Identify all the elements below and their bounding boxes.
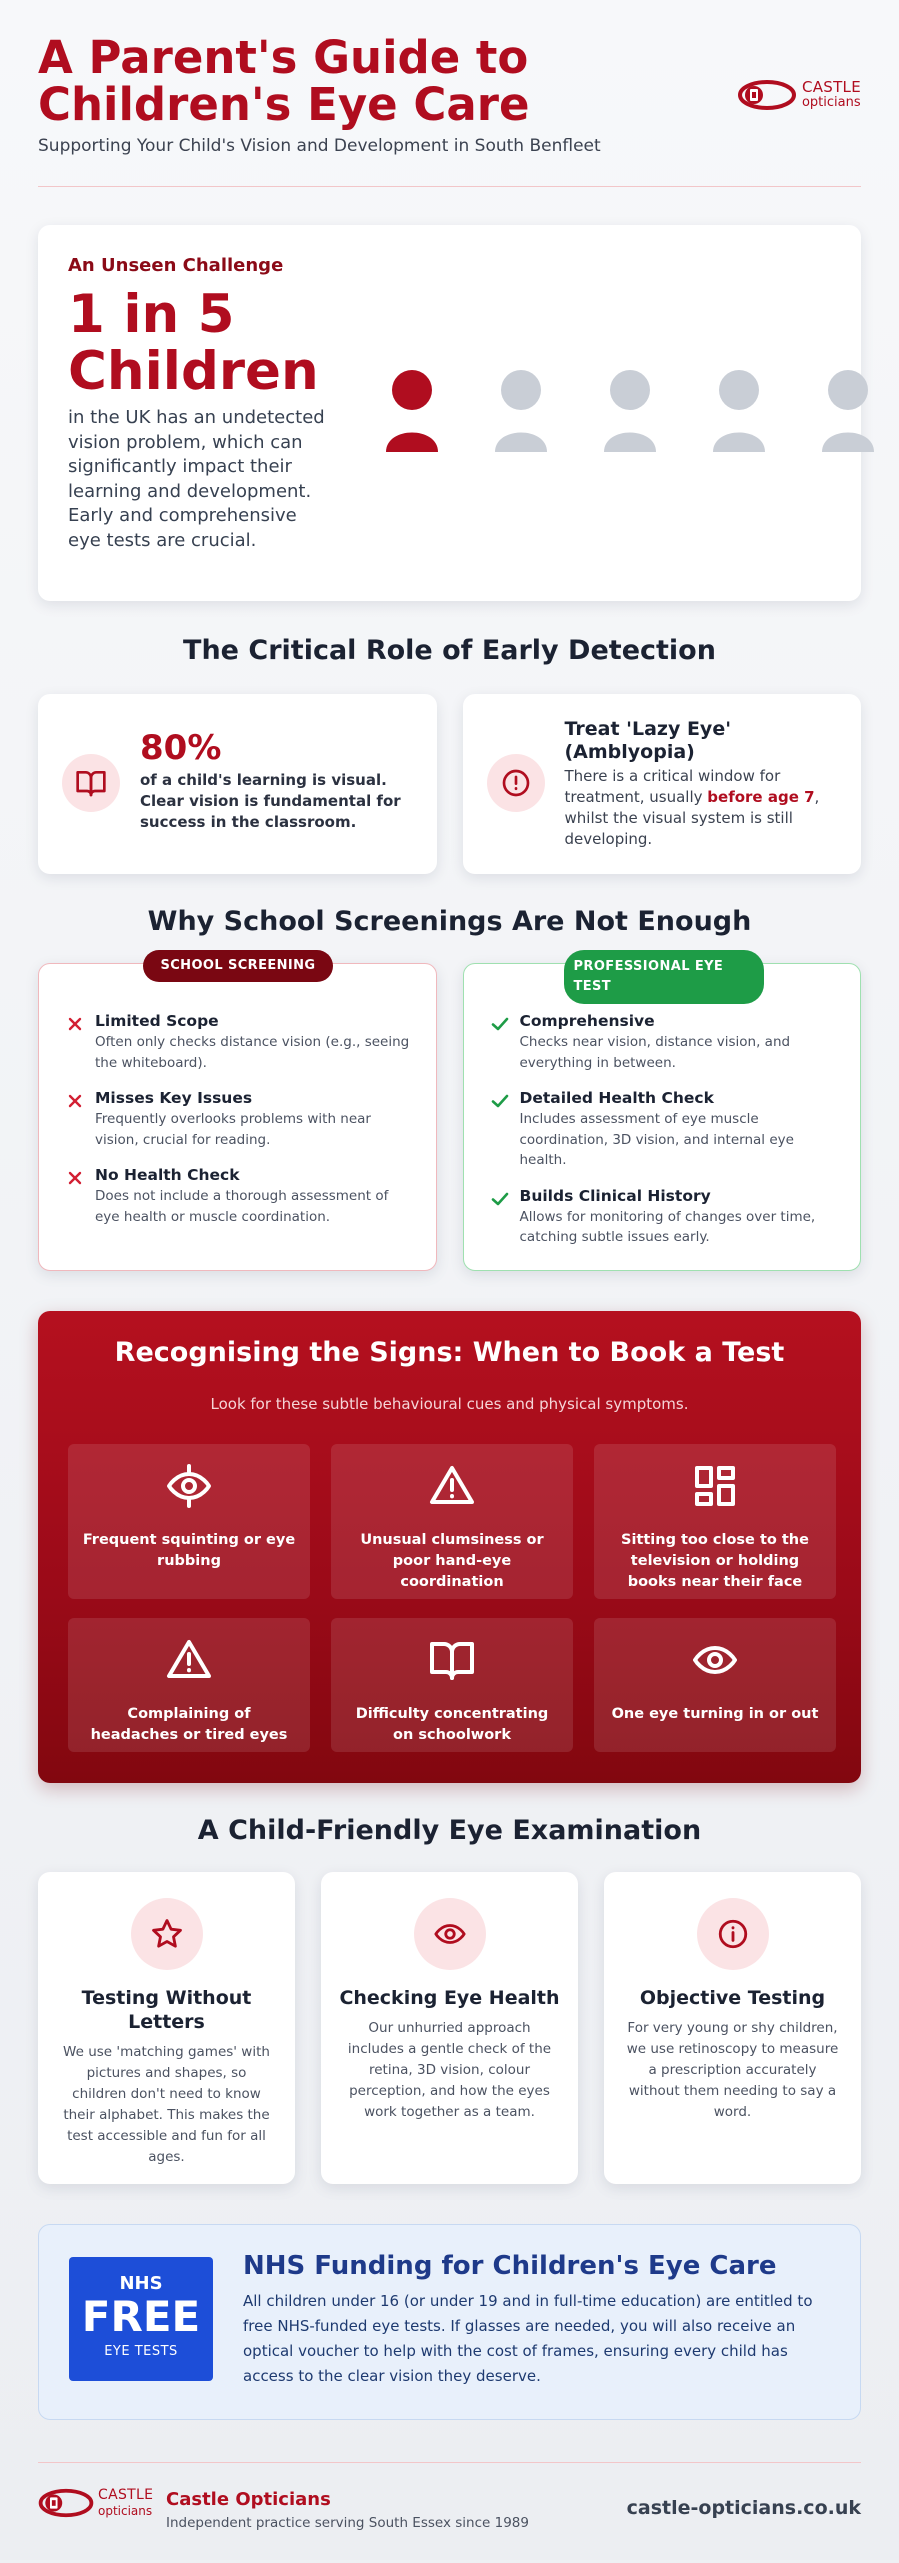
challenge-description: in the UK has an undetected vision problem, which can significantly impact their learning and development. Early and comprehensive eye tests are crucial.: [68, 407, 325, 551]
early-detection-heading: The Critical Role of Early Detection: [183, 635, 716, 666]
item-description: Checks near vision, distance vision, and everything in between.: [519, 1034, 791, 1071]
sign-label: Frequent squinting or eye rubbing: [82, 1532, 296, 1569]
logo-line-2: opticians: [801, 95, 861, 110]
sign-tile: [594, 1444, 836, 1599]
sign-tile: [331, 1444, 573, 1599]
target-eye-icon: [165, 1462, 213, 1514]
item-description: Includes assessment of eye muscle coordination, 3D vision, and internal eye health.: [519, 1111, 794, 1168]
learning-text: of a child's learning is visual. Clear vision is fundamental for success in the classroom.: [140, 771, 401, 831]
sign-tile: [68, 1444, 310, 1599]
item-title: Builds Clinical History: [519, 1186, 711, 1205]
exam-heading: A Child-Friendly Eye Examination: [197, 1815, 702, 1846]
screening-limitation-item: [65, 1089, 416, 1150]
school-screening-card: [38, 958, 437, 1271]
item-title: No Health Check: [95, 1166, 240, 1184]
exam-card-title: Testing Without Letters: [81, 1987, 252, 2033]
check-icon: [490, 1014, 510, 1034]
exam-cards: [38, 1872, 861, 2184]
item-title: Comprehensive: [519, 1012, 655, 1030]
sign-label: Difficulty concentrating on schoolwork: [355, 1706, 549, 1743]
info-icon: [697, 1898, 769, 1970]
layout-grid-icon: [691, 1462, 739, 1514]
badge-eye-tests: EYE TESTS: [104, 2344, 178, 2359]
eye-icon: [414, 1898, 486, 1970]
person-icon: [376, 370, 448, 452]
page-subtitle: Supporting Your Child's Vision and Development in South Benfleet: [38, 136, 601, 156]
badge-nhs: NHS: [119, 2273, 163, 2294]
person-icon: [812, 370, 884, 452]
screening-limitation-item: [65, 1012, 416, 1073]
signs-subtitle: Look for these subtle behavioural cues and physical symptoms.: [210, 1395, 689, 1413]
footer-logo-line-2: opticians: [98, 2504, 153, 2518]
people-pictogram: [376, 370, 884, 452]
header-divider: [38, 186, 861, 187]
footer: [38, 2463, 861, 2563]
header: [38, 0, 861, 156]
sign-tile: [331, 1618, 573, 1752]
professional-test-card: [463, 959, 862, 1271]
nhs-heading: NHS Funding for Children's Eye Care: [243, 2251, 777, 2281]
footer-logo[interactable]: [38, 2487, 153, 2519]
exam-card-text: We use 'matching games' with pictures and shapes, so children don't need to know their alphabet. This makes the test accessible and fun for all ages.: [63, 2044, 270, 2165]
professional-test-label: PROFESSIONAL EYE TEST: [564, 950, 764, 1004]
lazy-eye-title: Treat 'Lazy Eye' (Amblyopia): [564, 718, 732, 763]
item-description: Allows for monitoring of changes over time, catching subtle issues early.: [519, 1208, 816, 1245]
item-title: Misses Key Issues: [95, 1089, 253, 1107]
challenge-stat: 1 in 5 Children: [68, 284, 319, 402]
warning-triangle-icon: [428, 1462, 476, 1514]
book-icon: [62, 754, 120, 812]
age-highlight: before age 7: [707, 788, 815, 806]
badge-free: FREE: [81, 2292, 201, 2341]
professional-benefit-item: [490, 1089, 841, 1171]
logo-line-1: CASTLE: [801, 78, 861, 96]
screening-limitation-item: [65, 1166, 416, 1227]
castle-logo-icon: [738, 78, 796, 112]
school-screening-label: SCHOOL SCREENING: [143, 950, 333, 982]
exam-card-title: Checking Eye Health: [339, 1987, 560, 2009]
item-title: Limited Scope: [95, 1012, 219, 1030]
exam-card: [38, 1872, 295, 2184]
exam-card: [604, 1872, 861, 2184]
sign-label: Unusual clumsiness or poor hand-eye coordination: [360, 1532, 544, 1590]
exam-card-text: For very young or shy children, we use retinoscopy to measure a prescription accurately without them needing to say a word.: [626, 2020, 839, 2120]
sign-tile: [68, 1618, 310, 1752]
item-description: Does not include a thorough assessment of eye health or muscle coordination.: [95, 1188, 389, 1225]
sign-label: One eye turning in or out: [611, 1706, 819, 1722]
eye-icon: [691, 1636, 739, 1688]
learning-stat: 80%: [140, 728, 222, 768]
signs-grid: [68, 1444, 836, 1752]
sign-tile: [594, 1618, 836, 1752]
signs-heading: Recognising the Signs: When to Book a Test: [114, 1337, 785, 1368]
screening-heading: Why School Screenings Are Not Enough: [147, 906, 752, 937]
page-title: A Parent's Guide to Children's Eye Care: [38, 31, 530, 131]
item-description: Often only checks distance vision (e.g., seeing the whiteboard).: [95, 1034, 410, 1071]
sign-label: Complaining of headaches or tired eyes: [90, 1706, 288, 1743]
person-icon: [703, 370, 775, 452]
exam-card: [321, 1872, 578, 2184]
nhs-funding-card: [38, 2224, 861, 2420]
check-icon: [490, 1091, 510, 1111]
nhs-text: All children under 16 (or under 19 and in full-time education) are entitled to free NHS-funded eye tests. If glasses are needed, you will also receive an optical voucher to help with the cost of frames, ensuring every child has access to the clear vision they deserve.: [243, 2292, 813, 2385]
footer-logo-line-1: CASTLE: [98, 2487, 154, 2503]
learning-stat-card: [38, 694, 437, 874]
signs-panel: [38, 1311, 861, 1783]
footer-description: Independent practice serving South Essex since 1989: [166, 2515, 529, 2531]
star-icon: [131, 1898, 203, 1970]
item-title: Detailed Health Check: [519, 1089, 714, 1107]
exam-card-text: Our unhurried approach includes a gentle check of the retina, 3D vision, colour perception, and how the eyes work together as a team.: [347, 2020, 552, 2120]
professional-benefit-item: [490, 1012, 841, 1073]
cross-icon: [65, 1091, 85, 1111]
check-icon: [490, 1189, 510, 1209]
warning-triangle-icon: [165, 1636, 213, 1688]
person-icon: [485, 370, 557, 452]
exam-card-title: Objective Testing: [639, 1987, 826, 2009]
free-eye-tests-badge: [69, 2257, 213, 2381]
cross-icon: [65, 1168, 85, 1188]
school-screening-list: [65, 1012, 416, 1243]
cross-icon: [65, 1014, 85, 1034]
castle-opticians-logo[interactable]: [738, 78, 861, 112]
person-icon: [594, 370, 666, 452]
lazy-eye-card: [463, 694, 862, 874]
item-description: Frequently overlooks problems with near vision, crucial for reading.: [95, 1111, 371, 1148]
challenge-card: [38, 225, 861, 601]
castle-logo-icon: [38, 2487, 94, 2519]
sign-label: Sitting too close to the television or holding books near their face: [621, 1532, 809, 1590]
website-link[interactable]: castle-opticians.co.uk: [626, 2497, 861, 2519]
professional-test-list: [490, 1012, 841, 1264]
footer-practice-name: Castle Opticians: [166, 2489, 331, 2510]
alert-circle-icon: [487, 754, 545, 812]
lazy-eye-text: There is a critical window for treatment, usually before age 7, whilst the visual system is still developing.: [564, 767, 820, 848]
open-book-icon: [428, 1636, 476, 1688]
challenge-kicker: An Unseen Challenge: [68, 255, 284, 276]
professional-benefit-item: [490, 1187, 841, 1248]
